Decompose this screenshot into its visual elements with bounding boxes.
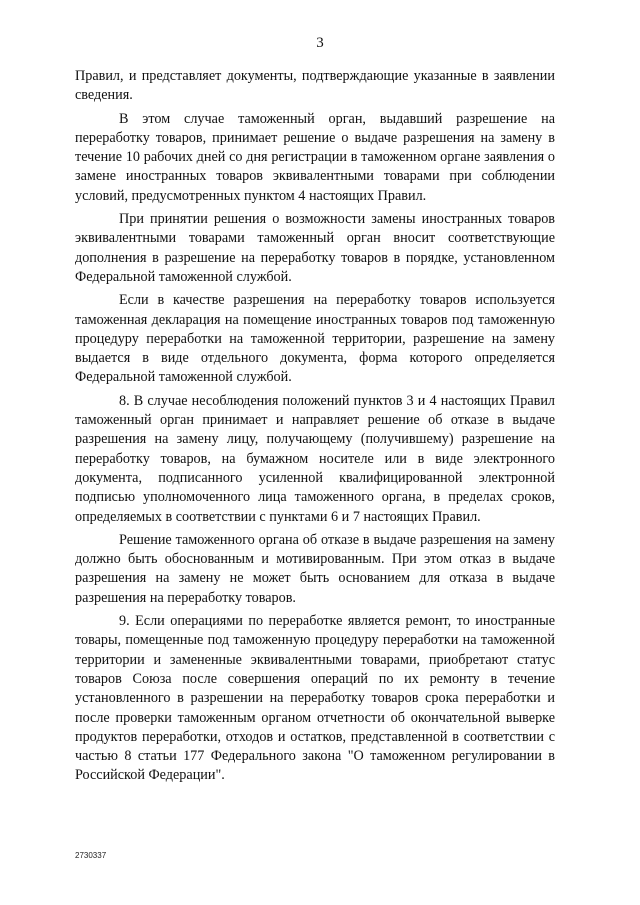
page-number: 3	[316, 35, 324, 51]
paragraph-continuation: Правил, и представляет документы, подтверждающие указанные в заявлении сведения.	[75, 68, 555, 104]
paragraph: При принятии решения о возможности замены иностранных товаров эквивалентными товарами таможенный орган вносит соответствующие дополнения в разрешение на переработку товаров в порядке, установленном Федеральной таможенной службой.	[75, 211, 555, 285]
paragraph: Если в качестве разрешения на переработку товаров используется таможенная декларация на помещение иностранных товаров под таможенную процедуру переработки на таможенной территории, разрешение на замену выдается в виде отдельного документа, форма которого определяется Федеральной таможенной службой.	[75, 292, 555, 386]
paragraph-item-8: 8. В случае несоблюдения положений пунктов 3 и 4 настоящих Правил таможенный орган принимает и направляет решение об отказе в выдаче разрешения на замену лицу, получающему (получившему) разрешение на переработку товаров, на бумажном носителе или в виде электронного документа, подписанного усиленной квалифицированной электронной подписью уполномоченного лица таможенного органа, в пределах сроков, определяемых в соответствии с пунктами 6 и 7 настоящих Правил.	[75, 392, 555, 525]
document-body	[75, 67, 555, 786]
paragraph: Решение таможенного органа об отказе в выдаче разрешения на замену должно быть обоснованным и мотивированным. При этом отказ в выдаче разрешения на замену не может быть основанием для отказа в выдаче разрешения на переработку товаров.	[75, 531, 555, 606]
paragraph: В этом случае таможенный орган, выдавший разрешение на переработку товаров, принимает решение о выдаче разрешения на замену в течение 10 рабочих дней со дня регистрации в таможенном органе заявления о замене иностранных товаров эквивалентными товарами при соблюдении условий, предусмотренных пунктом 4 настоящих Правил.	[75, 110, 555, 204]
paragraph-item-9: 9. Если операциями по переработке является ремонт, то иностранные товары, помещенные под таможенную процедуру переработки на таможенной территории и замененные эквивалентными товарами, приобретают статус товаров Союза после совершения операций по их ремонту в течение установленного в разрешении на переработку товаров срока переработки и после проверки таможенным органом отчетности об окончательной выверке продуктов переработки, отходов и остатков, представленной в соответствии с частью 8 статьи 177 Федерального закона "О таможенном регулировании в Российской Федерации".	[75, 613, 555, 784]
document-code: 2730337	[75, 851, 107, 860]
